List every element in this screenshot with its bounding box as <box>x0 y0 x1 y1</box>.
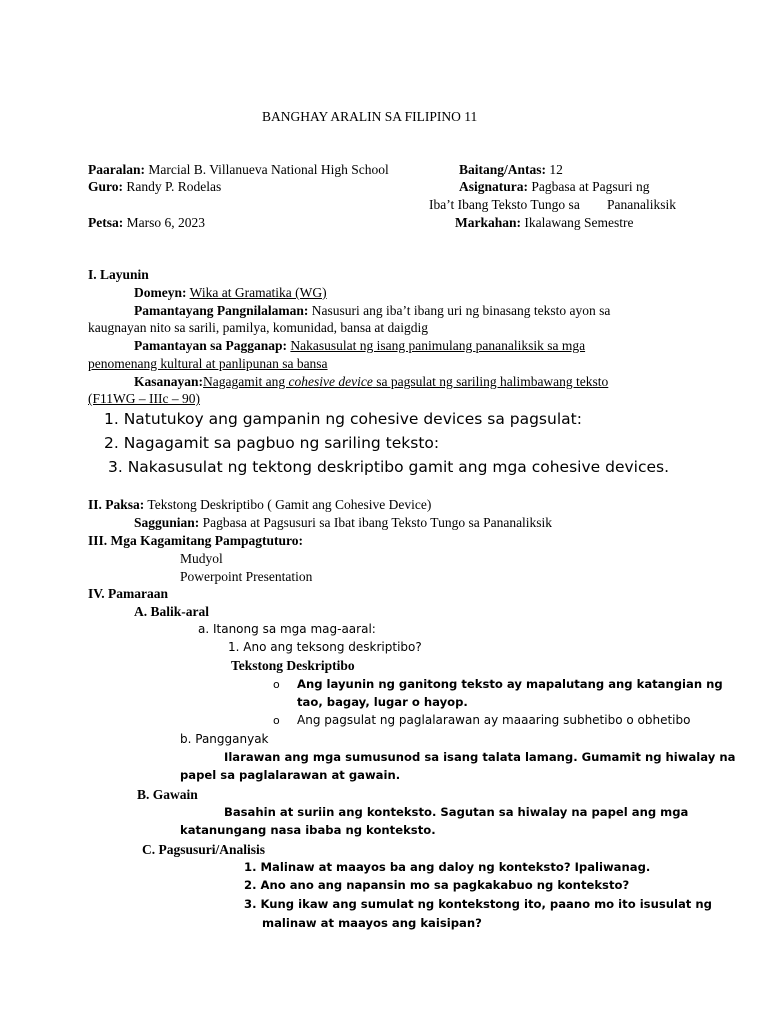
pamantayang-text-1: Nasusuri ang iba’t ibang uri ng binasang teksto ayon sa <box>311 303 611 318</box>
analisis-heading: C. Pagsusuri/Analisis <box>142 842 266 857</box>
gawain-text-2: katanungang nasa ibaba ng konteksto. <box>180 823 436 837</box>
guro-line <box>88 180 221 194</box>
paaralan-label: Paaralan: <box>88 162 145 177</box>
balik-aral-heading: A. Balik-aral <box>134 604 210 619</box>
kasanayan-text-b: cohesive device <box>288 374 373 389</box>
pagganap-label: Pamantayan sa Pagganap: <box>134 338 288 353</box>
paksa-line <box>88 498 431 512</box>
balik-aral-question: 1. Ano ang teksong deskriptibo? <box>228 640 422 654</box>
baitang-line <box>459 163 563 177</box>
petsa-line <box>88 216 205 230</box>
bullet-marker: o <box>273 714 280 727</box>
pagganap-line <box>134 339 585 353</box>
analisis-question: 3. Kung ikaw ang sumulat ng kontekstong ito, paano mo ito isusulat ng <box>244 897 712 911</box>
pangganyak-text-1: Ilarawan ang mga sumusunod sa isang talata lamang. Gumamit ng hiwalay na <box>224 750 736 764</box>
kasanayan-line <box>134 375 608 389</box>
pamantayang-label: Pamantayang Pangnilalaman: <box>134 303 309 318</box>
bullet-marker: o <box>273 678 280 691</box>
gawain-text-1: Basahin at suriin ang konteksto. Sagutan sa hiwalay na papel ang mga <box>224 805 689 819</box>
guro-label: Guro: <box>88 179 124 194</box>
td-bullet-1-line-1: Ang layunin ng ganitong teksto ay mapalutang ang katangian ng <box>297 677 723 691</box>
paksa-value: Tekstong Deskriptibo ( Gamit ang Cohesive Device) <box>147 497 432 512</box>
paaralan-line <box>88 163 389 177</box>
petsa-value: Marso 6, 2023 <box>126 215 205 230</box>
paaralan-value: Marcial B. Villanueva National High School <box>148 162 389 177</box>
kasanayan-code: (F11WG – IIIc – 90) <box>88 391 200 406</box>
petsa-label: Petsa: <box>88 215 124 230</box>
baitang-value: 12 <box>549 162 563 177</box>
kasanayan-text-c: sa pagsulat ng sariling halimbawang teksto <box>372 374 609 389</box>
pamantayang-text-2: kaugnayan nito sa sarili, pamilya, komunidad, bansa at daigdig <box>88 320 429 335</box>
pangganyak-text-2: papel sa paglalarawan at gawain. <box>180 768 401 782</box>
analisis-question-continued: malinaw at maayos ang kaisipan? <box>262 916 482 930</box>
objective-2: 2. Nagagamit sa pagbuo ng sariling teksto: <box>104 434 440 452</box>
document-title: BANGHAY ARALIN SA FILIPINO 11 <box>262 109 478 124</box>
sanggunian-label: Saggunian: <box>134 515 200 530</box>
domeyn-label: Domeyn: <box>134 285 187 300</box>
markahan-label: Markahan: <box>455 215 522 230</box>
analisis-question: 2. Ano ano ang napansin mo sa pagkakabuo ng konteksto? <box>244 878 630 892</box>
objective-1: 1. Natutukoy ang gampanin ng cohesive devices sa pagsulat: <box>104 410 582 428</box>
kasanayan-text-a: Nagagamit ang <box>203 374 289 389</box>
td-bullet-1-line-2: tao, bagay, lugar o hayop. <box>297 695 468 709</box>
asignatura-value-3: Pananaliksik <box>607 197 676 212</box>
kagamitan-heading: III. Mga Kagamitang Pampagtuturo: <box>88 533 304 548</box>
paksa-label: II. Paksa: <box>88 497 145 512</box>
kagamitan-item: Mudyol <box>180 551 223 566</box>
asignatura-line <box>459 180 650 194</box>
asignatura-label: Asignatura: <box>459 179 529 194</box>
pamaraan-heading: IV. Pamaraan <box>88 586 169 601</box>
layunin-heading: I. Layunin <box>88 267 149 282</box>
markahan-value: Ikalawang Semestre <box>524 215 634 230</box>
kasanayan-label: Kasanayan: <box>134 374 204 389</box>
balik-aral-item: a. Itanong sa mga mag-aaral: <box>198 622 376 636</box>
pangganyak-item: b. Pangganyak <box>180 732 269 746</box>
guro-value: Randy P. Rodelas <box>126 179 222 194</box>
baitang-label: Baitang/Antas: <box>459 162 547 177</box>
objective-3: 3. Nakasusulat ng tektong deskriptibo gamit ang mga cohesive devices. <box>108 458 670 476</box>
sanggunian-value: Pagbasa at Pagsusuri sa Ibat ibang Teksto Tungo sa Pananaliksik <box>202 515 553 530</box>
tekstong-deskriptibo-heading: Tekstong Deskriptibo <box>231 658 355 673</box>
sanggunian-line <box>134 516 552 530</box>
asignatura-value-1: Pagbasa at Pagsuri ng <box>531 179 650 194</box>
pagganap-text-1: Nakasusulat ng isang panimulang pananaliksik sa mga <box>290 338 586 353</box>
gawain-heading: B. Gawain <box>137 787 198 802</box>
td-bullet-2: Ang pagsulat ng paglalarawan ay maaaring subhetibo o obhetibo <box>297 713 691 727</box>
kagamitan-item: Powerpoint Presentation <box>180 569 313 584</box>
pamantayang-line <box>134 304 610 318</box>
domeyn-value: Wika at Gramatika (WG) <box>189 285 327 300</box>
domeyn-line <box>134 286 327 300</box>
pagganap-text-2: penomenang kultural at panlipunan sa bansa <box>88 356 328 371</box>
asignatura-value-2: Iba’t Ibang Teksto Tungo sa <box>429 197 580 212</box>
markahan-line <box>455 216 633 230</box>
analisis-question: 1. Malinaw at maayos ba ang daloy ng konteksto? Ipaliwanag. <box>244 860 651 874</box>
